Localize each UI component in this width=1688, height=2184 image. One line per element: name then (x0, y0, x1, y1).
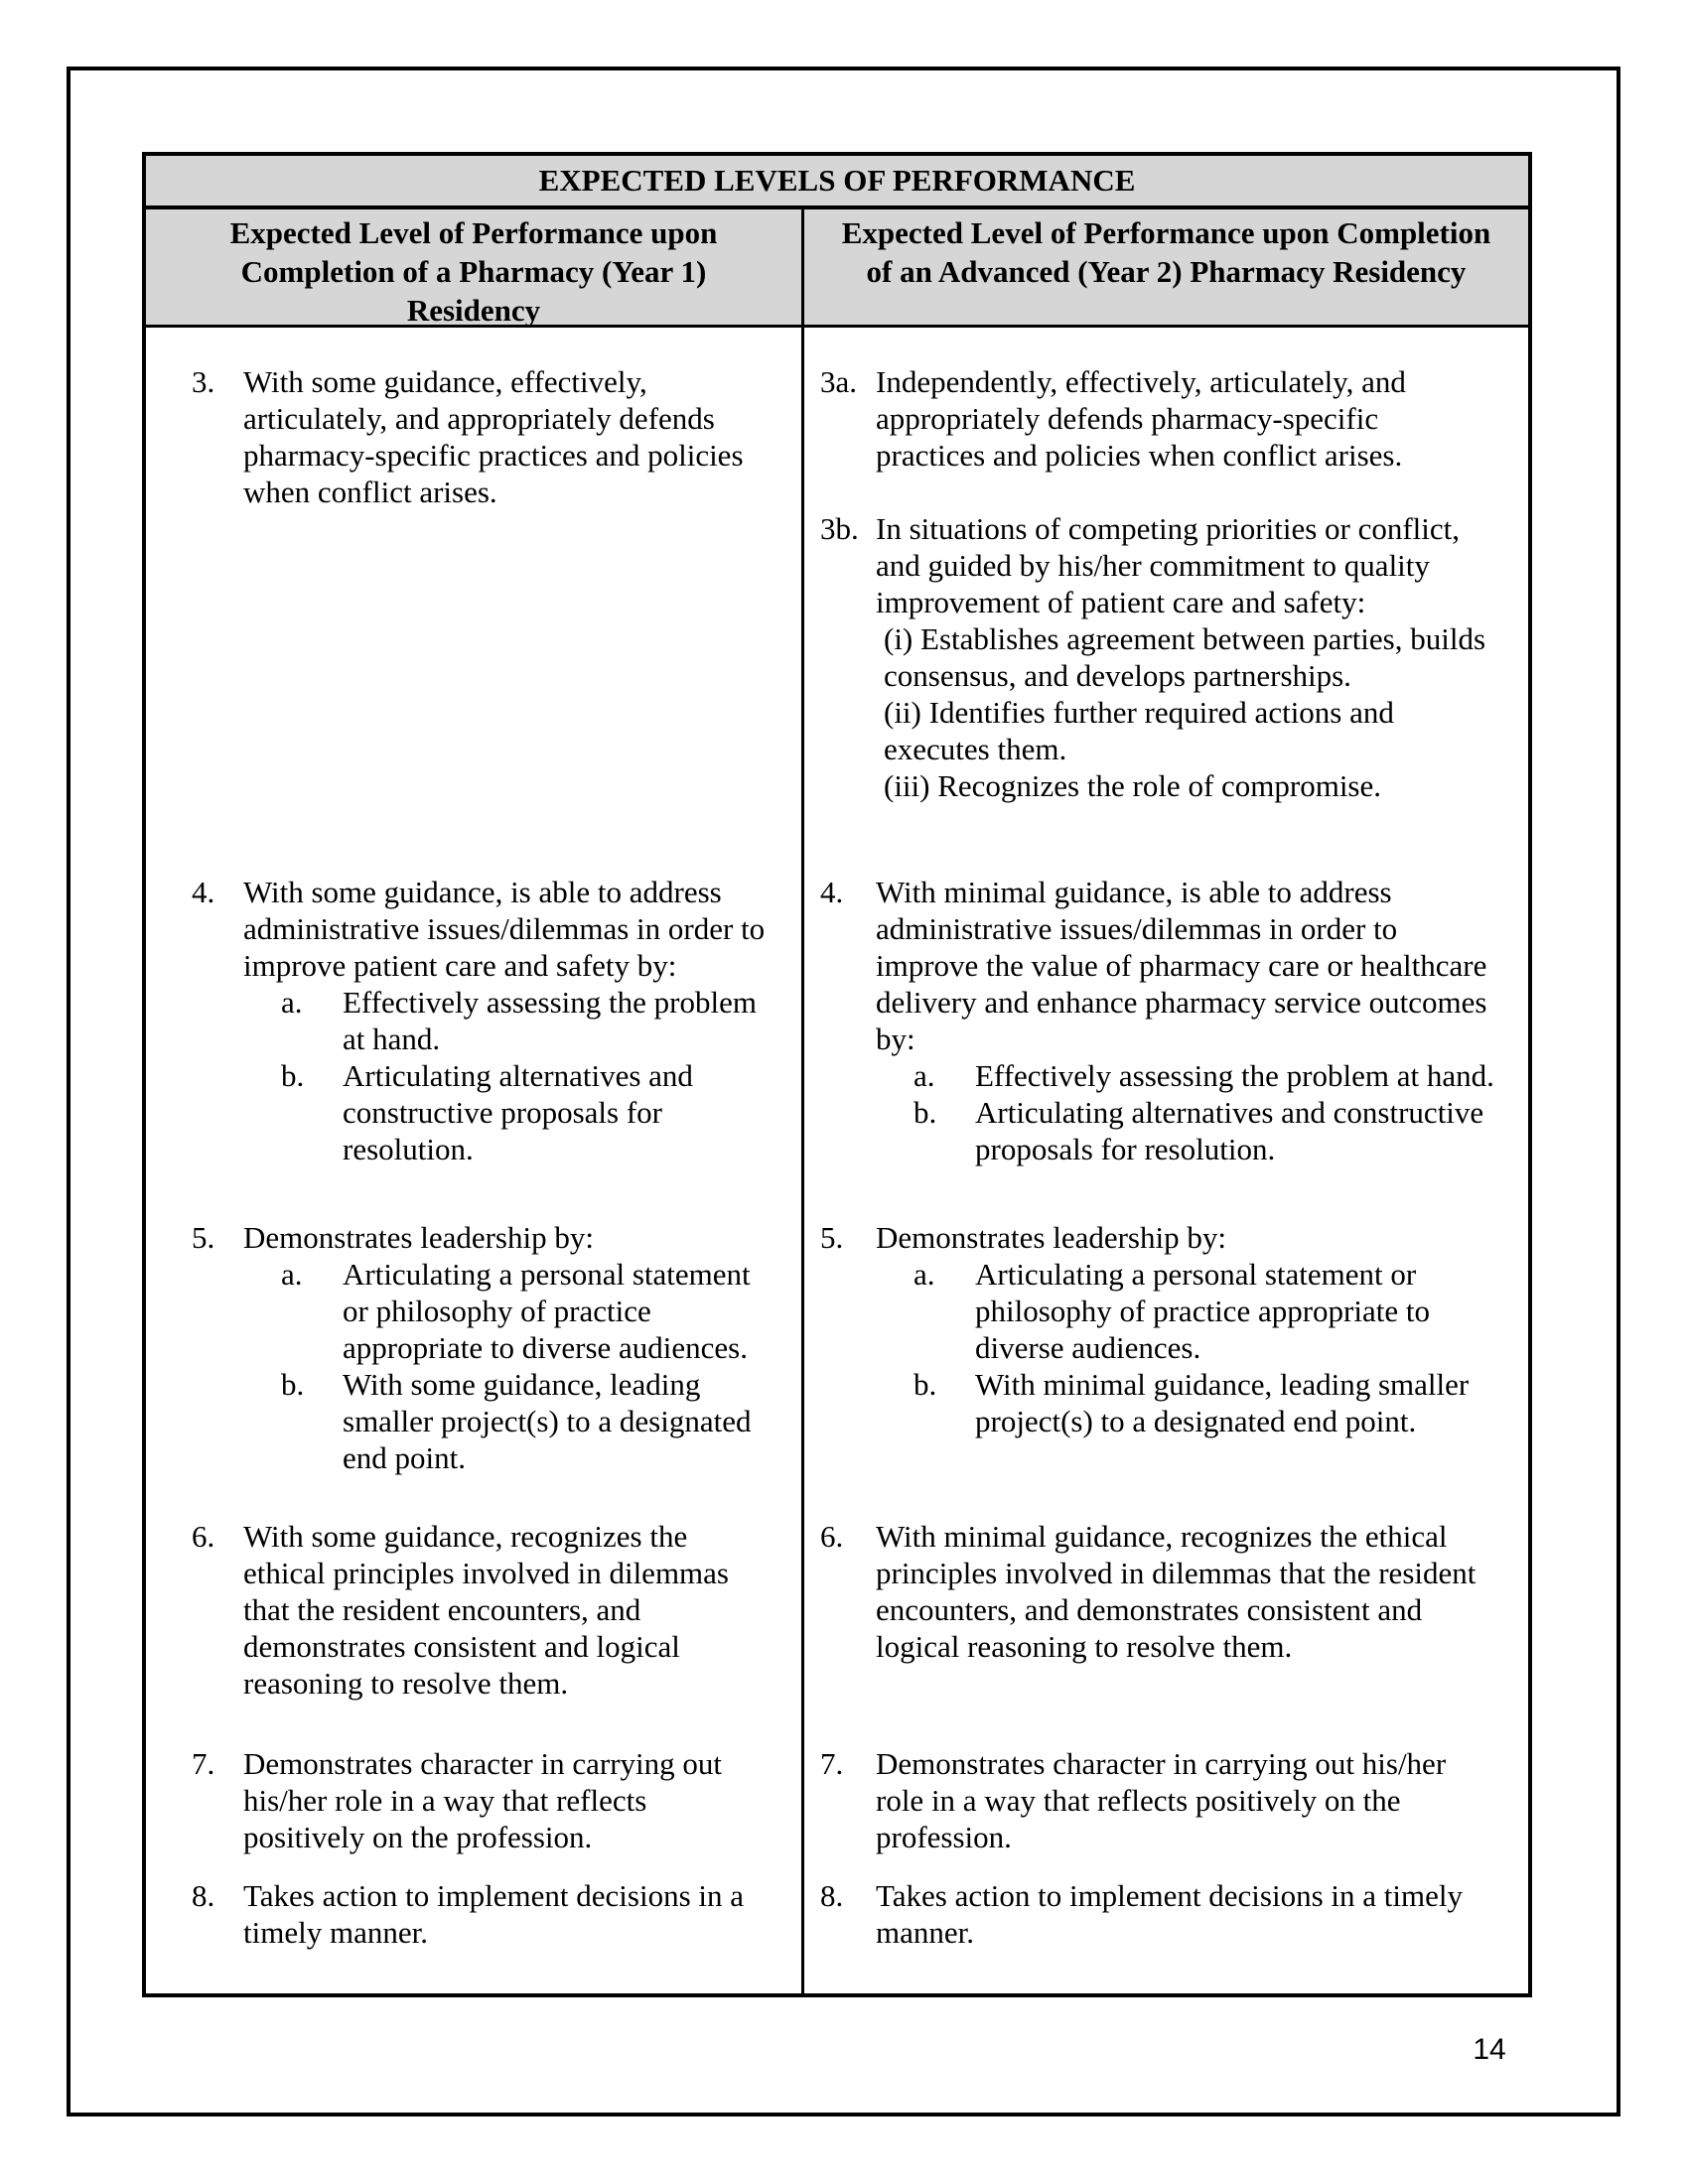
item-number: 6. (192, 1519, 215, 1554)
column-header-year1: Expected Level of Performance upon Completion of a Pharmacy (Year 1) Residency (229, 215, 718, 328)
list-item (820, 1745, 1494, 1855)
item-number: 5. (820, 1220, 844, 1255)
item-number: 6. (820, 1519, 844, 1554)
sub-item-letter: a. (281, 1257, 303, 1292)
sub-item (914, 1256, 1494, 1366)
sub-item-text: With minimal guidance, leading smaller project(s) to a designated end point. (975, 1367, 1470, 1438)
item-text-main: Demonstrates leadership by: (876, 1220, 1226, 1255)
list-item (192, 363, 772, 510)
sub-item (914, 1366, 1494, 1439)
item-text (876, 510, 1494, 804)
item-number: 3. (192, 364, 215, 399)
performance-table (142, 152, 1532, 1997)
table-row (801, 1518, 1528, 1745)
roman-sub-item: (ii) Identifies further required actions and executes them. (884, 695, 1394, 766)
item-text-main: With minimal guidance, is able to address administrative issues/dilemmas in order to improve the value of pharmacy care or healthcare delivery and enhance pharmacy service outcomes by: (876, 875, 1487, 1056)
item-number: 8. (192, 1878, 215, 1913)
sub-item-letter: a. (281, 985, 303, 1020)
list-item (820, 363, 1494, 474)
sub-item (281, 1256, 772, 1366)
item-text: Takes action to implement decisions in a timely manner. (243, 1878, 745, 1950)
spacer (820, 474, 1494, 510)
sub-item-letter: a. (914, 1058, 935, 1093)
list-item (192, 1518, 772, 1702)
sub-item (281, 1057, 772, 1167)
item-text: Demonstrates character in carrying out his/her role in a way that reflects positively on the profession. (876, 1746, 1447, 1854)
table-row (801, 1745, 1528, 1877)
sub-item-letter: a. (914, 1257, 935, 1292)
item-number: 4. (192, 875, 215, 909)
table-title-row (146, 156, 1528, 209)
list-item (192, 1745, 772, 1855)
item-number: 3a. (820, 364, 858, 399)
sub-item-text: Articulating alternatives and constructive proposals for resolution. (343, 1058, 693, 1166)
table-row (146, 1219, 801, 1518)
item-number: 5. (192, 1220, 215, 1255)
list-item (820, 874, 1494, 1167)
item-number: 7. (192, 1746, 215, 1781)
item-text (243, 874, 772, 1167)
roman-sub-item: (iii) Recognizes the role of compromise. (884, 768, 1382, 803)
list-item (192, 1219, 772, 1476)
sub-item-text: Articulating a personal statement or philosophy of practice appropriate to diverse audiences. (343, 1257, 751, 1365)
item-text: Independently, effectively, articulately, and appropriately defends pharmacy-specific practices and policies when conflict arises. (876, 364, 1406, 473)
table-row (146, 1745, 801, 1877)
table-body-grid (146, 328, 1528, 1951)
page-number: 14 (1473, 2033, 1506, 2066)
item-text: Demonstrates character in carrying out his/her role in a way that reflects positively on the profession. (243, 1746, 723, 1854)
item-text (876, 874, 1494, 1167)
list-item (192, 1877, 772, 1951)
column-header-year2: Expected Level of Performance upon Completion of an Advanced (Year 2) Pharmacy Residency (801, 209, 1528, 330)
sub-item-text: Articulating a personal statement or philosophy of practice appropriate to diverse audiences. (975, 1257, 1430, 1365)
list-item (820, 510, 1494, 804)
item-number: 3b. (820, 511, 859, 546)
sub-item-letter: b. (914, 1095, 937, 1130)
sub-item-letter: b. (281, 1367, 305, 1402)
list-item (820, 1219, 1494, 1439)
table-row (146, 1877, 801, 1951)
item-text: Takes action to implement decisions in a timely manner. (876, 1878, 1463, 1950)
item-number: 8. (820, 1878, 844, 1913)
sub-item-letter: b. (914, 1367, 937, 1402)
table-row (801, 363, 1528, 874)
sub-item-letter: b. (281, 1058, 305, 1093)
sub-item-text: With some guidance, leading smaller project(s) to a designated end point. (343, 1367, 752, 1475)
sub-item (281, 1366, 772, 1476)
table-header-row (146, 209, 1528, 328)
list-item (820, 1518, 1494, 1665)
table-row (801, 1877, 1528, 1951)
sub-item-text: Effectively assessing the problem at hand. (343, 985, 757, 1056)
table-row (146, 874, 801, 1219)
item-text-main: Demonstrates leadership by: (243, 1220, 594, 1255)
list-item (192, 874, 772, 1167)
item-text (243, 1219, 772, 1476)
table-row (146, 363, 801, 874)
sub-item (914, 1057, 1494, 1094)
column-divider (801, 328, 804, 1993)
table-row (801, 874, 1528, 1219)
sub-item (281, 984, 772, 1057)
item-text: With minimal guidance, recognizes the ethical principles involved in dilemmas that the resident encounters, and demonstrates consistent and logical reasoning to resolve them. (876, 1519, 1477, 1664)
table-row (801, 1219, 1528, 1518)
item-number: 4. (820, 875, 844, 909)
item-text-main: In situations of competing priorities or conflict, and guided by his/her commitment to quality improvement of patient care and safety: (876, 511, 1461, 619)
sub-item-text: Effectively assessing the problem at hand. (975, 1058, 1494, 1093)
sub-item (914, 1094, 1494, 1167)
table-row (146, 1518, 801, 1745)
table-body (146, 328, 1528, 1993)
roman-sub-item: (i) Establishes agreement between parties, builds consensus, and develops partnerships. (884, 621, 1486, 693)
table-title: EXPECTED LEVELS OF PERFORMANCE (538, 163, 1136, 198)
item-text: With some guidance, recognizes the ethical principles involved in dilemmas that the resident encounters, and demonstrates consistent and logical reasoning to resolve them. (243, 1519, 729, 1701)
list-item (820, 1877, 1494, 1951)
item-number: 7. (820, 1746, 844, 1781)
sub-item-text: Articulating alternatives and constructive proposals for resolution. (975, 1095, 1484, 1166)
item-text: With some guidance, effectively, articulately, and appropriately defends pharmacy-specific practices and policies when conflict arises. (243, 364, 744, 509)
item-text-main: With some guidance, is able to address administrative issues/dilemmas in order to improve patient care and safety by: (243, 875, 766, 983)
item-text (876, 1219, 1494, 1439)
